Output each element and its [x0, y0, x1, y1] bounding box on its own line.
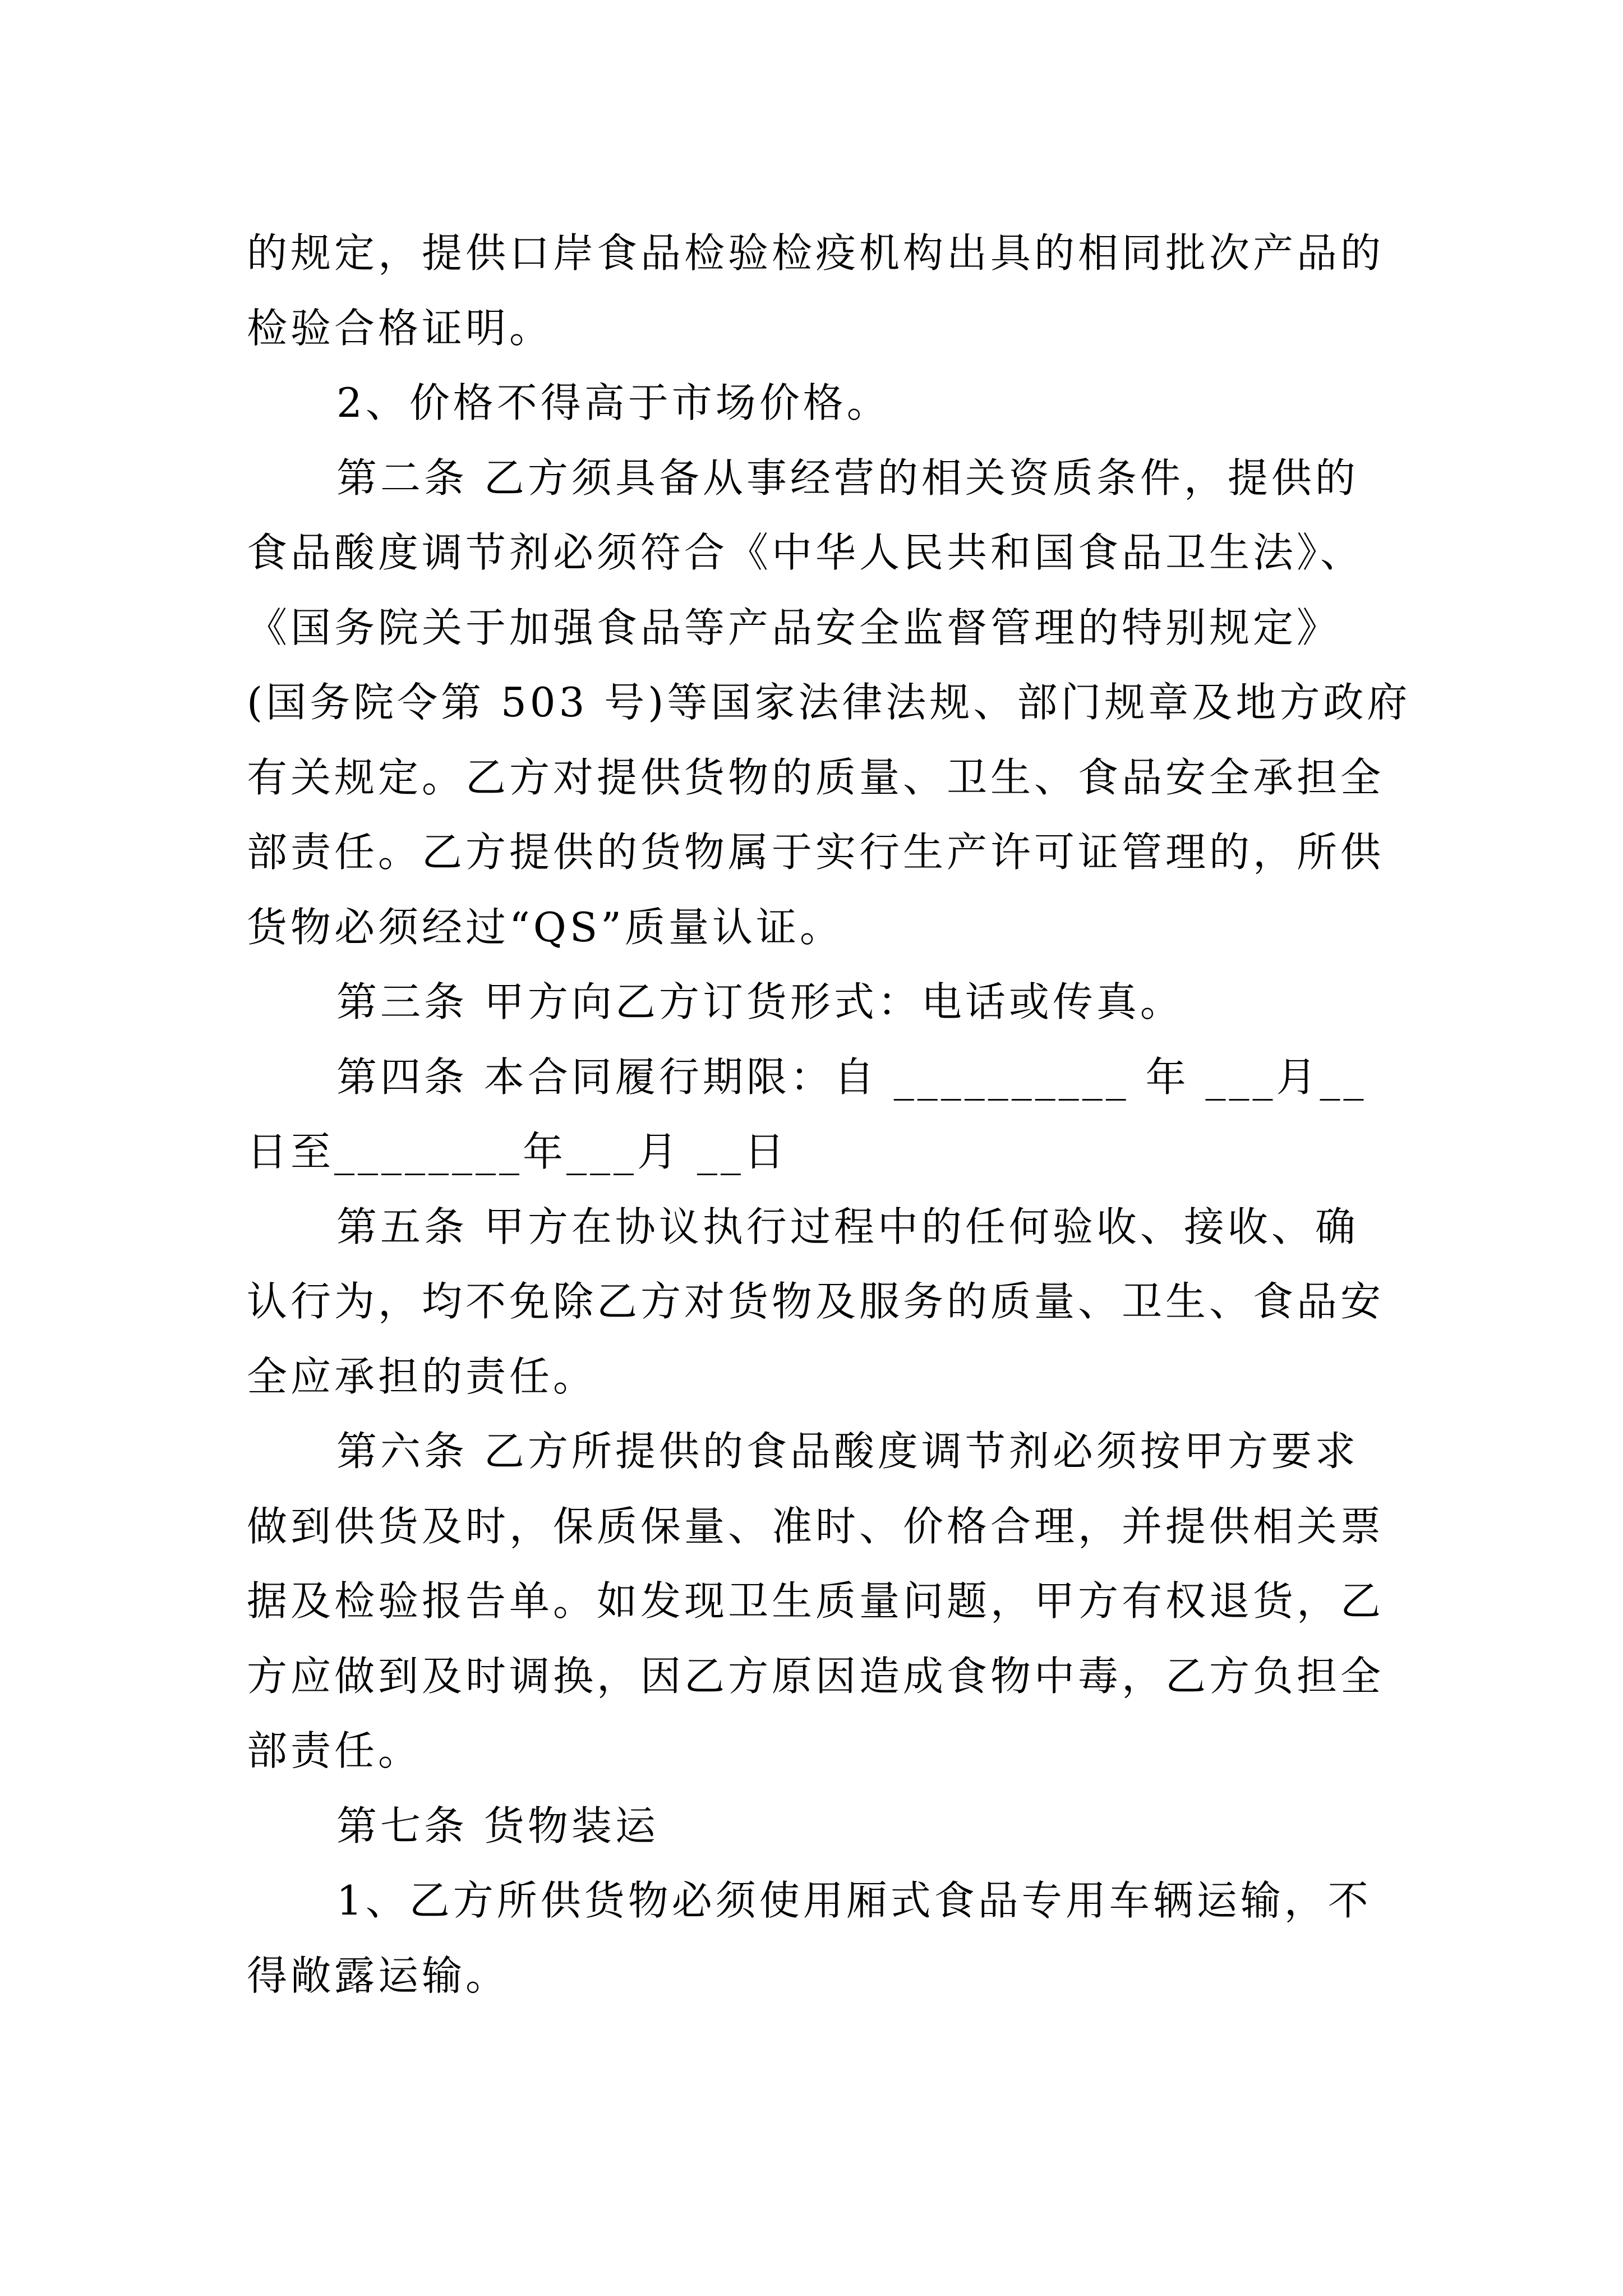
text-line: 第七条 货物装运: [336, 1802, 659, 1849]
text-line: 认行为，均不免除乙方对货物及服务的质量、卫生、食品安: [247, 1278, 1385, 1325]
text-line: 有关规定。乙方对提供货物的质量、卫生、食品安全承担全: [247, 753, 1385, 801]
text-line: 日至________年___月 __日: [247, 1128, 788, 1175]
text-line: 2、价格不得高于市场价格。: [336, 379, 891, 426]
text-line: (国务院令第 503 号)等国家法律法规、部门规章及地方政府: [247, 679, 1411, 726]
text-line: 部责任。: [247, 1727, 422, 1774]
text-line: 方应做到及时调换，因乙方原因造成食物中毒，乙方负担全: [247, 1652, 1385, 1700]
text-line: 部责任。乙方提供的货物属于实行生产许可证管理的，所供: [247, 829, 1385, 876]
text-line: 第四条 本合同履行期限：自 __________ 年 ___月__: [336, 1053, 1367, 1101]
text-line: 检验合格证明。: [247, 304, 554, 352]
text-line: 做到供货及时，保质保量、准时、价格合理，并提供相关票: [247, 1502, 1385, 1550]
text-line: 得敞露运输。: [247, 1952, 510, 1999]
text-line: 全应承担的责任。: [247, 1352, 597, 1400]
text-line: 第六条 乙方所提供的食品酸度调节剂必须按甲方要求: [336, 1428, 1359, 1475]
text-line: 第三条 甲方向乙方订货形式：电话或传真。: [336, 978, 1184, 1025]
text-line: 第五条 甲方在协议执行过程中的任何验收、接收、确: [336, 1203, 1359, 1250]
document-body: [247, 216, 1411, 2013]
text-line: 的规定，提供口岸食品检验检疫机构出具的相同批次产品的: [247, 229, 1385, 277]
text-line: 食品酸度调节剂必须符合《中华人民共和国食品卫生法》、: [247, 529, 1364, 576]
text-line: 第二条 乙方须具备从事经营的相关资质条件，提供的: [336, 454, 1359, 501]
text-line: 1、乙方所供货物必须使用厢式食品专用车辆运输，不: [336, 1877, 1372, 1924]
text-line: 《国务院关于加强食品等产品安全监督管理的特别规定》: [247, 604, 1341, 651]
text-line: 据及检验报告单。如发现卫生质量问题，甲方有权退货，乙: [247, 1577, 1385, 1625]
text-line: 货物必须经过“QS”质量认证。: [247, 903, 843, 951]
